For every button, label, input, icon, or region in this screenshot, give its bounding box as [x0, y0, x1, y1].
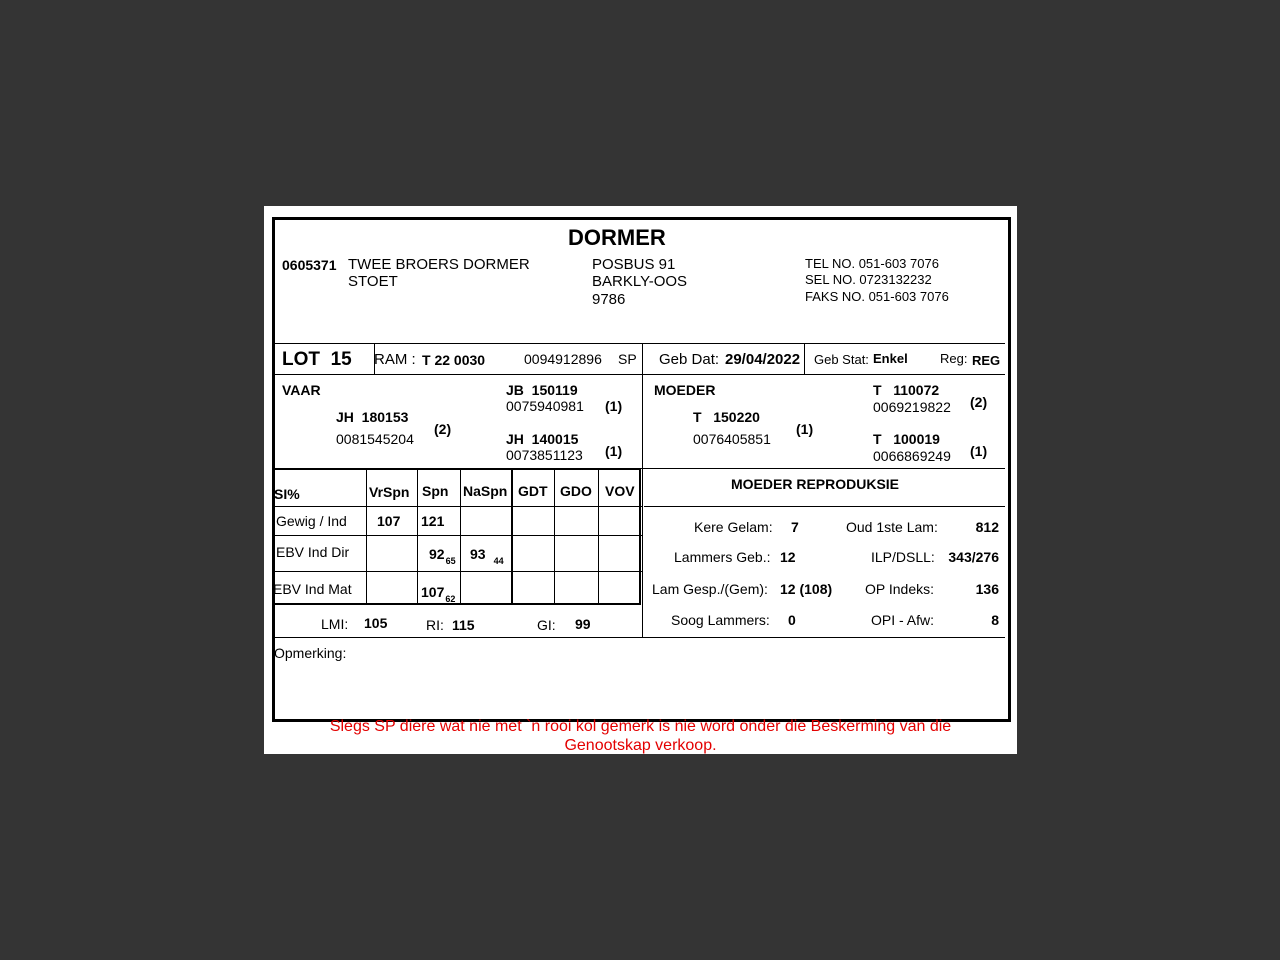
dam-id: T 150220 — [693, 409, 760, 425]
tel-number: TEL NO. 051-603 7076 — [805, 256, 939, 271]
divider — [272, 571, 642, 572]
header-vrspn: VrSpn — [369, 484, 410, 500]
sp-label: SP — [618, 351, 637, 367]
footer-notice-line-1: Slegs SP diere wat nie met `n rooi kol gemerk is nie word onder die Beskerming van die — [329, 718, 952, 735]
divider — [417, 470, 418, 605]
row-ebv-dir-naspn-value: 93 — [470, 546, 486, 562]
ram-label: RAM : — [374, 351, 416, 368]
sale-catalog-card — [264, 206, 1017, 754]
sire-dam-id: JH 140015 — [506, 431, 579, 447]
divider — [642, 343, 643, 374]
divider — [511, 470, 513, 605]
divider — [366, 470, 367, 605]
reg-label: Reg: — [940, 351, 968, 366]
row-ebv-dir-naspn — [470, 546, 504, 566]
address-line-3: 9786 — [592, 291, 626, 308]
row-ebv-dir-spn-value: 92 — [429, 546, 445, 562]
address-line-2: BARKLY-OOS — [592, 273, 688, 290]
reproduction-title: MOEDER REPRODUKSIE — [731, 476, 900, 492]
row-ebv-dir-spn — [429, 546, 456, 566]
sel-number: SEL NO. 0723132232 — [805, 272, 932, 287]
opmerking-label: Opmerking: — [274, 645, 347, 661]
sire-sire-reg: 0075940981 — [506, 398, 584, 414]
sire-dam-reg: 0073851123 — [506, 447, 583, 463]
ilp-value — [934, 549, 999, 565]
breeder-number: 0605371 — [282, 257, 337, 273]
row-gewig-label: Gewig / Ind — [276, 513, 347, 529]
row-ebv-mat-spn-accuracy: 62 — [445, 594, 456, 604]
divider — [272, 506, 642, 507]
header-gdo: GDO — [560, 483, 592, 499]
oud-value — [944, 519, 999, 535]
row-ebv-mat-spn — [421, 584, 456, 604]
lot-label-text: LOT — [282, 349, 320, 370]
gi-label: GI: — [537, 617, 556, 633]
dam-reg: 0076405851 — [693, 431, 771, 447]
row-ebv-dir-spn-accuracy: 65 — [445, 556, 456, 566]
header-spn: Spn — [422, 483, 449, 499]
lot-number: 15 — [330, 349, 352, 370]
sire-sire-count: (1) — [605, 398, 623, 414]
footer-notice-line-2: Genootskap verkoop. — [564, 737, 717, 754]
header-si: SI% — [274, 486, 300, 502]
divider — [804, 343, 805, 374]
geb-dat-label: Geb Dat: — [659, 351, 720, 368]
divider — [274, 343, 1005, 344]
faks-number: FAKS NO. 051-603 7076 — [805, 289, 949, 304]
divider — [272, 535, 642, 536]
breeder-name-2: STOET — [348, 273, 398, 290]
dam-sire-reg: 0069219822 — [873, 399, 951, 415]
lmi-value: 105 — [364, 615, 388, 631]
dam-count: (1) — [796, 421, 814, 437]
sire-dam-count: (1) — [605, 443, 623, 459]
op-indeks-label: OP Indeks: — [865, 581, 935, 597]
divider — [598, 470, 599, 605]
op-indeks-value — [944, 581, 999, 597]
sire-id: JH 180153 — [336, 409, 409, 425]
address-line-1: POSBUS 91 — [592, 256, 676, 273]
geb-stat: Enkel — [873, 351, 908, 366]
breeder-name: TWEE BROERS DORMER — [348, 256, 530, 273]
vaar-label: VAAR — [282, 382, 321, 398]
opi-label: OPI - Afw: — [871, 612, 935, 628]
soog-value: 0 — [788, 612, 796, 628]
row-gewig-vrspn: 107 — [377, 513, 401, 529]
divider — [274, 374, 1005, 375]
ilp-value-text: 343/276 — [948, 549, 999, 565]
dam-dam-id: T 100019 — [873, 431, 940, 447]
header-vov: VOV — [605, 483, 635, 499]
opi-value — [944, 612, 999, 628]
geb-dat: 29/04/2022 — [725, 351, 801, 368]
lam-gesp-label: Lam Gesp./(Gem): — [652, 581, 768, 597]
moeder-label: MOEDER — [654, 382, 716, 398]
ri-value: 115 — [452, 617, 475, 633]
header-gdt: GDT — [518, 483, 548, 499]
geb-stat-label: Geb Stat: — [814, 352, 869, 367]
opi-value-text: 8 — [991, 612, 999, 628]
dam-sire-id: T 110072 — [873, 382, 940, 398]
header-naspn: NaSpn — [463, 483, 508, 499]
reg-status: REG — [972, 353, 1001, 368]
lammers-geb-value: 12 — [780, 549, 796, 565]
row-ebv-mat-spn-value: 107 — [421, 584, 445, 600]
soog-label: Soog Lammers: — [671, 612, 770, 628]
lammers-geb-label: Lammers Geb.: — [674, 549, 771, 565]
lam-gesp-value: 12 (108) — [780, 581, 833, 597]
row-ebv-dir-label: EBV Ind Dir — [276, 544, 350, 560]
kere-gelam-value: 7 — [791, 519, 799, 535]
lot-label — [282, 349, 352, 371]
ram-id: T 22 0030 — [422, 352, 486, 368]
divider — [554, 470, 555, 605]
ram-reg: 0094912896 — [524, 351, 602, 367]
row-ebv-dir-naspn-accuracy: 44 — [493, 556, 504, 566]
sire-count: (2) — [434, 421, 452, 437]
ri-label: RI: — [426, 617, 444, 633]
sire-sire-id: JB 150119 — [506, 382, 578, 398]
ilp-label: ILP/DSLL: — [871, 549, 935, 565]
oud-value-text: 812 — [975, 519, 999, 535]
kere-gelam-label: Kere Gelam: — [694, 519, 773, 535]
dam-dam-count: (1) — [970, 443, 988, 459]
sire-reg: 0081545204 — [336, 431, 414, 447]
op-indeks-value-text: 136 — [975, 581, 999, 597]
divider — [644, 506, 1005, 507]
divider — [274, 637, 1005, 638]
gi-value: 99 — [575, 616, 591, 632]
oud-label: Oud 1ste Lam: — [846, 519, 938, 535]
row-gewig-spn: 121 — [421, 513, 445, 529]
dam-dam-reg: 0066869249 — [873, 448, 951, 464]
divider — [460, 470, 461, 605]
row-ebv-mat-label: EBV Ind Mat — [273, 581, 352, 597]
divider — [642, 374, 643, 637]
breed-title: DORMER — [568, 225, 666, 250]
lmi-label: LMI: — [321, 616, 349, 632]
dam-sire-count: (2) — [970, 394, 988, 410]
